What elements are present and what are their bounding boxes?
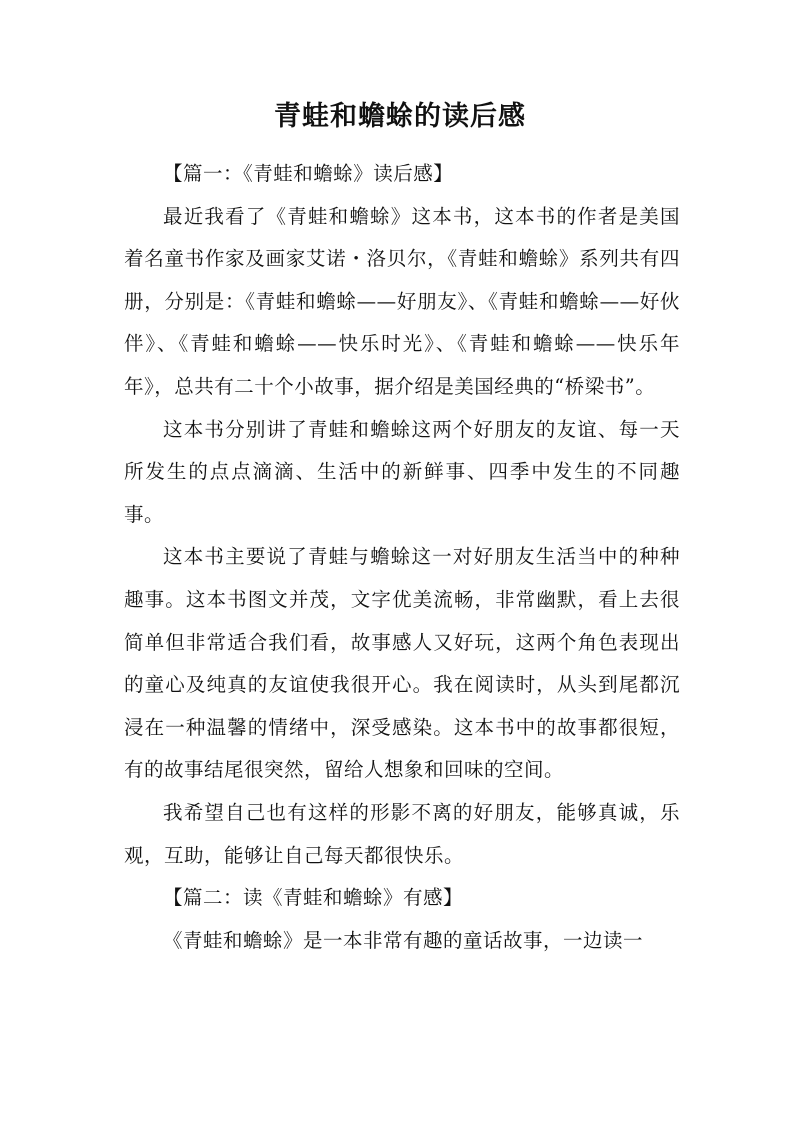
paragraph: 最近我看了《青蛙和蟾蜍》这本书，这本书的作者是美国着名童书作家及画家艾诺・洛贝尔，《青蛙和蟾蜍》系列共有四册，分别是：《青蛙和蟾蜍——好朋友》、《青蛙和蟾蜍——好伙伴》、《青蛙和蟾蜍——快乐时光》、《青蛙和蟾蜍——快乐年年》，总共有二十个小故事，据介绍是美国经典的“桥梁书”。 bbox=[124, 204, 680, 398]
document-body bbox=[124, 153, 680, 962]
paragraph: 我希望自己也有这样的形影不离的好朋友，能够真诚，乐观，互助，能够让自己每天都很快乐。 bbox=[124, 800, 680, 867]
paragraph: 这本书分别讲了青蛙和蟾蜍这两个好朋友的友谊、每一天所发生的点点滴滴、生活中的新鲜事、四季中发生的不同趣事。 bbox=[124, 417, 680, 526]
paragraph: 这本书主要说了青蛙与蟾蜍这一对好朋友生活当中的种种趣事。这本书图文并茂，文字优美流畅，非常幽默，看上去很简单但非常适合我们看，故事感人又好玩，这两个角色表现出的童心及纯真的友谊使我很开心。我在阅读时，从头到尾都沉浸在一种温馨的情绪中，深受感染。这本书中的故事都很短，有的故事结尾很突然，留给人想象和回味的空间。 bbox=[124, 545, 680, 782]
section-heading-2: 【篇二：读《青蛙和蟾蜍》有感】 bbox=[163, 886, 464, 910]
paragraph: 《青蛙和蟾蜍》是一本非常有趣的童话故事，一边读一 bbox=[163, 928, 644, 952]
section-heading-1: 【篇一：《青蛙和蟾蜍》读后感】 bbox=[163, 162, 454, 185]
document-title: 青蛙和蟾蜍的读后感 bbox=[274, 101, 526, 132]
